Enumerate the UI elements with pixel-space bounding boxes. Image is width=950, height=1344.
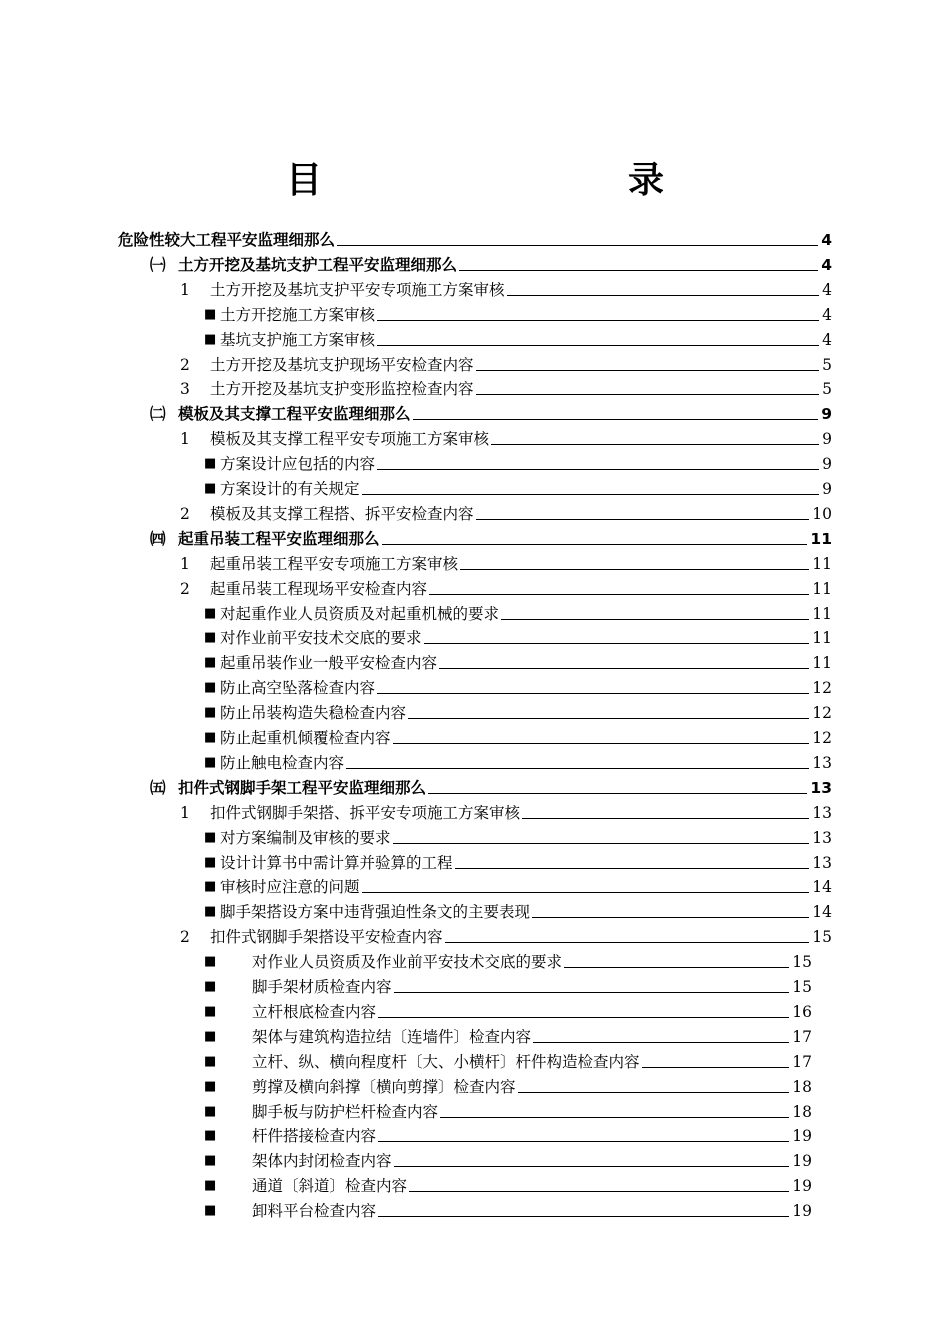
bullet-square-icon: ■: [204, 879, 217, 895]
toc-page-number: 11: [812, 629, 832, 648]
toc-entry-title: 基坑支护施工方案审核: [220, 330, 376, 349]
toc-entry-title: 防止吊装构造失稳检查内容: [220, 704, 407, 723]
toc-page-number: 4: [821, 231, 832, 249]
toc-entry-title: 土方开挖及基坑支护工程平安监理细那么: [178, 255, 458, 274]
toc-entry[interactable]: [180, 351, 832, 375]
toc-page-number: 13: [812, 853, 832, 872]
toc-page-number: 13: [812, 803, 832, 822]
bullet-square-icon: ■: [204, 1128, 217, 1144]
bullet-square-icon: ■: [204, 979, 217, 994]
toc-entry[interactable]: [204, 849, 832, 873]
bullet-square-icon: ■: [204, 1103, 217, 1119]
toc-entry-title: 对起重作业人员资质及对起重机械的要求: [220, 604, 500, 623]
toc-leader-line: [378, 1140, 789, 1142]
bullet-square-icon: ■: [204, 954, 217, 970]
toc-entry[interactable]: [204, 898, 832, 922]
toc-page-number: 16: [792, 1002, 812, 1021]
toc-entry-title: 方案设计应包括的内容: [220, 455, 376, 474]
toc-page-number: 4: [822, 280, 832, 299]
toc-entry-title: 审核时应注意的问题: [220, 878, 360, 897]
toc-entry[interactable]: [204, 973, 812, 997]
toc-entry-number: 2: [180, 504, 190, 523]
toc-entry-title: 模板及其支撑工程平安监理细那么: [178, 405, 411, 424]
toc-entry[interactable]: [204, 1197, 812, 1221]
bullet-square-icon: ■: [204, 655, 217, 671]
bullet-square-icon: ■: [204, 705, 217, 721]
toc-entry-title: 对方案编制及审核的要求: [220, 828, 391, 847]
bullet-square-icon: ■: [204, 1078, 217, 1094]
toc-leader-line: [424, 642, 810, 644]
toc-entry[interactable]: [204, 475, 832, 499]
toc-entry[interactable]: [204, 1098, 812, 1122]
toc-entry[interactable]: [204, 1048, 812, 1072]
page-title: 目 录: [285, 160, 742, 201]
toc-page-number: 17: [792, 1052, 812, 1071]
toc-entry[interactable]: [204, 600, 832, 624]
toc-page-number: 13: [812, 828, 832, 847]
toc-entry[interactable]: [180, 923, 832, 947]
toc-entry-number: ㈣: [150, 529, 166, 548]
toc-entry-number: 1: [180, 430, 190, 449]
toc-entry-number: 1: [180, 554, 190, 573]
toc-leader-line: [428, 792, 807, 794]
toc-page-number: 4: [822, 305, 832, 324]
toc-entry-title: 脚手架搭设方案中违背强迫性条文的主要表现: [220, 903, 531, 922]
toc-entry[interactable]: [204, 948, 812, 972]
toc-entry-number: ㈡: [150, 405, 166, 424]
toc-leader-line: [346, 767, 809, 769]
toc-entry-title: 起重吊装作业一般平安检查内容: [220, 654, 438, 673]
toc-page-number: 19: [792, 1127, 812, 1146]
toc-entry-title: 土方开挖及基坑支护现场平安检查内容: [210, 355, 474, 374]
toc-entry-title: 防止高空坠落检查内容: [220, 679, 376, 698]
toc-entry-title: 对作业人员资质及作业前平安技术交底的要求: [252, 953, 563, 972]
bullet-square-icon: ■: [204, 456, 217, 472]
toc-page-number: 14: [812, 878, 832, 897]
toc-entry-title: 通道〔斜道〕检查内容: [252, 1177, 408, 1196]
bullet-square-icon: ■: [204, 331, 217, 347]
toc-leader-line: [532, 916, 809, 918]
toc-entry[interactable]: [204, 749, 832, 773]
toc-page-number: 11: [812, 579, 832, 598]
toc-leader-line: [393, 742, 810, 744]
toc-entry[interactable]: [204, 699, 832, 723]
bullet-square-icon: ■: [204, 1153, 217, 1169]
toc-page-number: 13: [812, 753, 832, 772]
toc-entry[interactable]: [180, 425, 832, 449]
bullet-square-icon: ■: [204, 630, 217, 646]
bullet-square-icon: ■: [204, 1178, 217, 1194]
toc-page-number: 12: [812, 704, 832, 723]
toc-entry[interactable]: [204, 624, 832, 648]
toc-entry[interactable]: [180, 500, 832, 524]
toc-leader-line: [377, 319, 819, 321]
toc-page-number: 19: [792, 1177, 812, 1196]
toc-leader-line: [362, 891, 810, 893]
toc-page-number: 15: [792, 953, 812, 972]
toc-entry-title: 起重吊装工程平安监理细那么: [178, 529, 380, 548]
toc-entry[interactable]: [204, 873, 832, 897]
toc-entry-title: 脚手架材质检查内容: [252, 978, 392, 996]
toc-entry-number: 1: [180, 803, 190, 822]
toc-entry-title: 扣件式钢脚手架搭设平安检查内容: [210, 928, 443, 947]
toc-leader-line: [460, 568, 809, 570]
toc-page-number: 19: [792, 1152, 812, 1171]
toc-leader-line: [501, 618, 809, 620]
toc-entry[interactable]: [204, 674, 832, 698]
toc-page-number: 9: [822, 430, 832, 449]
toc-entry-title: 防止起重机倾覆检查内容: [220, 729, 391, 747]
toc-entry[interactable]: [204, 1073, 812, 1097]
toc-entry-number: ㈠: [150, 255, 166, 274]
toc-page-number: 12: [812, 729, 832, 747]
toc-page-number: 5: [822, 355, 832, 374]
toc-entry[interactable]: [204, 1122, 812, 1146]
toc-page-number: 18: [792, 1077, 812, 1096]
toc-page-number: 11: [810, 529, 832, 548]
toc-entry[interactable]: [204, 724, 832, 748]
toc-entry[interactable]: [204, 1147, 812, 1171]
toc-entry-number: 2: [180, 928, 190, 947]
toc-leader-line: [455, 867, 810, 869]
bullet-square-icon: ■: [204, 1003, 217, 1019]
toc-entry-number: 3: [180, 380, 190, 399]
toc-leader-line: [440, 1116, 789, 1118]
toc-leader-line: [491, 443, 819, 445]
toc-leader-line: [378, 1215, 789, 1217]
toc-leader-line: [476, 369, 819, 371]
toc-leader-line: [476, 393, 819, 395]
bullet-square-icon: ■: [204, 1053, 217, 1069]
toc-entry-number: 2: [180, 355, 190, 374]
toc-page-number: 17: [792, 1027, 812, 1046]
toc-entry-title: 土方开挖及基坑支护平安专项施工方案审核: [210, 280, 505, 299]
toc-entry-title: 杆件搭接检查内容: [252, 1127, 377, 1146]
bullet-square-icon: ■: [204, 829, 217, 845]
toc-entry-title: 对作业前平安技术交底的要求: [220, 629, 422, 648]
toc-leader-line: [564, 966, 789, 968]
toc-leader-line: [409, 1190, 789, 1192]
toc-leader-line: [459, 269, 818, 271]
toc-entry[interactable]: [180, 276, 832, 300]
toc-page-number: 15: [792, 978, 812, 996]
bullet-square-icon: ■: [204, 680, 217, 696]
bullet-square-icon: ■: [204, 754, 217, 770]
toc-page-number: 9: [822, 455, 832, 474]
toc-leader-line: [377, 468, 819, 470]
bullet-square-icon: ■: [204, 605, 217, 621]
toc-entry-title: 危险性较大工程平安监理细那么: [118, 231, 336, 249]
toc-leader-line: [393, 842, 810, 844]
toc-entry[interactable]: [150, 774, 832, 798]
toc-entry-title: 脚手板与防护栏杆检查内容: [252, 1102, 439, 1121]
toc-entry-title: 扣件式钢脚手架搭、拆平安专项施工方案审核: [210, 803, 521, 822]
toc-page-number: 14: [812, 903, 832, 922]
toc-entry-title: 架体与建筑构造拉结〔连墙件〕检查内容: [252, 1027, 532, 1046]
toc-entry[interactable]: [180, 550, 832, 574]
toc-leader-line: [533, 1041, 789, 1043]
toc-leader-line: [337, 244, 818, 246]
toc-entry[interactable]: [150, 525, 832, 549]
toc-entry[interactable]: [204, 824, 832, 848]
toc-leader-line: [507, 294, 819, 296]
toc-page-number: 11: [812, 604, 832, 623]
toc-leader-line: [439, 667, 809, 669]
toc-entry-title: 起重吊装工程现场平安检查内容: [210, 579, 428, 598]
toc-entry-title: 卸料平台检查内容: [252, 1202, 377, 1221]
toc-entry[interactable]: [204, 1172, 812, 1196]
toc-entry[interactable]: [118, 226, 832, 250]
toc-entry-title: 扣件式钢脚手架工程平安监理细那么: [178, 778, 427, 797]
toc-leader-line: [445, 941, 810, 943]
toc-page-number: 19: [792, 1202, 812, 1221]
toc-page-number: 4: [821, 255, 832, 274]
toc-page-number: 10: [812, 504, 832, 523]
toc-leader-line: [362, 493, 819, 495]
toc-leader-line: [522, 817, 809, 819]
toc-entry-title: 立杆、纵、横向程度杆〔大、小横杆〕杆件构造检查内容: [252, 1052, 640, 1071]
bullet-square-icon: ■: [204, 306, 217, 322]
toc-entry[interactable]: [204, 326, 832, 350]
toc-leader-line: [378, 1016, 789, 1018]
bullet-square-icon: ■: [204, 1028, 217, 1044]
toc-entry[interactable]: [180, 375, 832, 399]
bullet-square-icon: ■: [204, 854, 217, 870]
toc-leader-line: [476, 518, 810, 520]
toc-entry[interactable]: [204, 301, 832, 325]
bullet-square-icon: ■: [204, 904, 217, 920]
toc-entry-number: 2: [180, 579, 190, 598]
bullet-square-icon: ■: [204, 481, 217, 496]
toc-page-number: 9: [821, 405, 832, 424]
toc-entry-title: 起重吊装工程平安专项施工方案审核: [210, 554, 459, 573]
toc-page-number: 11: [812, 654, 832, 673]
toc-leader-line: [377, 344, 819, 346]
toc-entry-title: 立杆根底检查内容: [252, 1002, 377, 1021]
toc-leader-line: [429, 593, 809, 595]
toc-page-number: 18: [792, 1102, 812, 1121]
toc-page-number: 13: [810, 778, 832, 797]
toc-entry-number: ㈤: [150, 778, 166, 797]
toc-entry[interactable]: [204, 1023, 812, 1047]
toc-leader-line: [518, 1091, 790, 1093]
toc-entry-number: 1: [180, 280, 190, 299]
toc-entry[interactable]: [204, 998, 812, 1022]
toc-entry-title: 土方开挖施工方案审核: [220, 305, 376, 324]
toc-entry[interactable]: [150, 400, 832, 424]
toc-entry[interactable]: [180, 575, 832, 599]
toc-entry[interactable]: [180, 799, 832, 823]
toc-page-number: 5: [822, 380, 832, 399]
toc-leader-line: [394, 1165, 790, 1167]
toc-page-number: 12: [812, 679, 832, 698]
toc-leader-line: [377, 692, 809, 694]
toc-entry[interactable]: [204, 649, 832, 673]
toc-leader-line: [408, 717, 809, 719]
toc-entry-title: 模板及其支撑工程搭、拆平安检查内容: [210, 504, 474, 523]
toc-entry-title: 方案设计的有关规定: [220, 480, 360, 498]
toc-entry-title: 剪撑及横向斜撑〔横向剪撑〕检查内容: [252, 1077, 516, 1096]
toc-leader-line: [382, 543, 808, 545]
toc-entry-title: 模板及其支撑工程平安专项施工方案审核: [210, 430, 490, 449]
bullet-square-icon: ■: [204, 730, 217, 745]
toc-entry[interactable]: [204, 450, 832, 474]
toc-page-number: 11: [812, 554, 832, 573]
toc-entry-title: 土方开挖及基坑支护变形监控检查内容: [210, 380, 474, 399]
toc-entry-title: 设计计算书中需计算并验算的工程: [220, 853, 453, 872]
toc-leader-line: [642, 1066, 790, 1068]
toc-page-number: 4: [822, 330, 832, 349]
bullet-square-icon: ■: [204, 1203, 217, 1219]
toc-entry[interactable]: [150, 251, 832, 275]
toc-entry-title: 防止触电检查内容: [220, 753, 345, 772]
toc-page-number: 9: [822, 480, 832, 498]
toc-page-number: 15: [812, 928, 832, 947]
toc-leader-line: [413, 418, 819, 420]
toc-leader-line: [394, 991, 790, 993]
toc-entry-title: 架体内封闭检查内容: [252, 1152, 392, 1171]
